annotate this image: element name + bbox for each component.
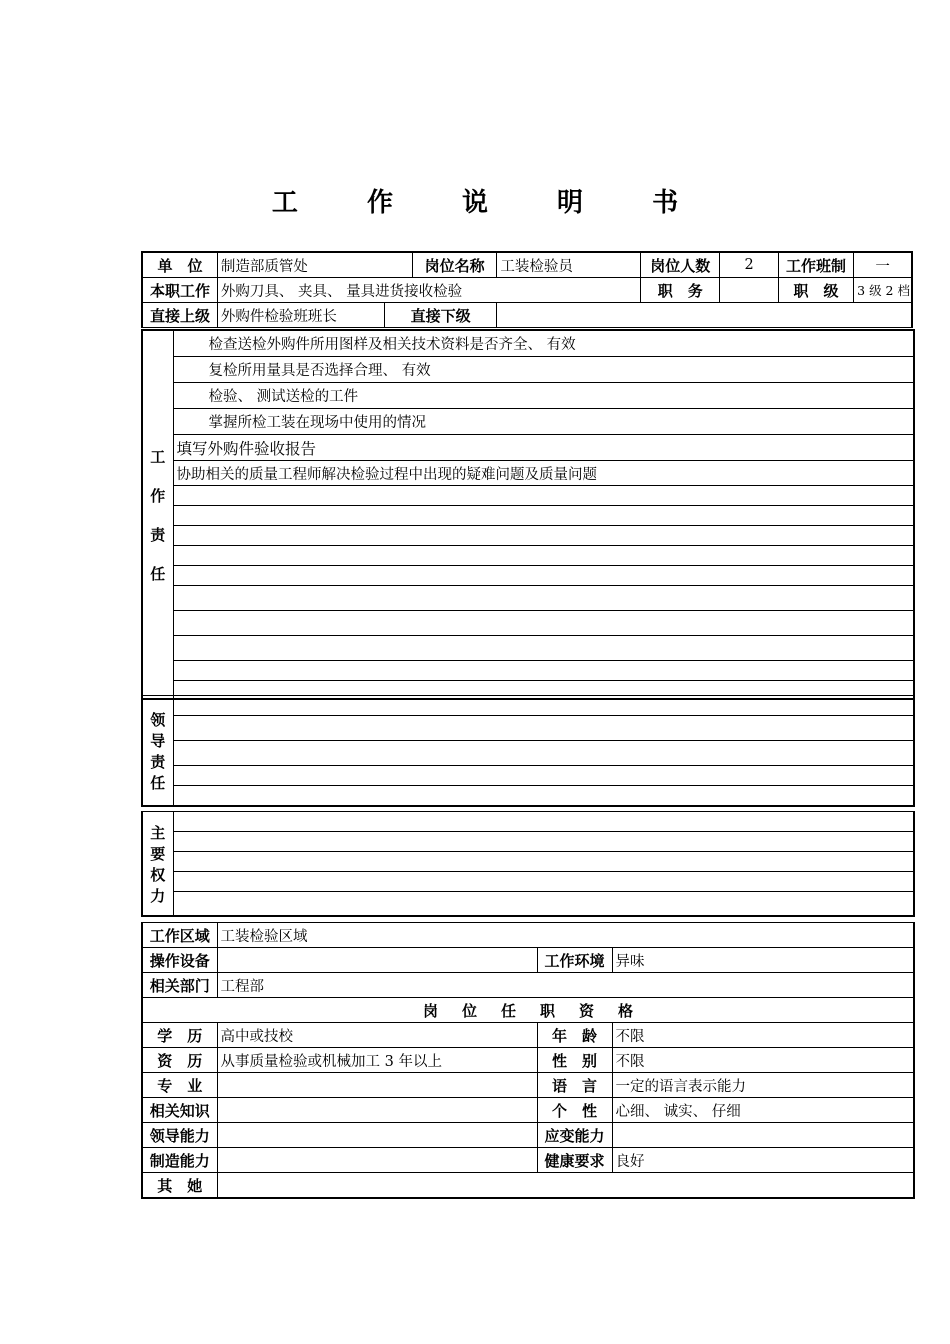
health-value: 良好: [612, 1148, 914, 1173]
lead-char-3: 责: [150, 752, 166, 771]
knowledge-value: [217, 1098, 537, 1123]
authority-table: [141, 811, 915, 917]
superior-row: [217, 303, 496, 328]
lead-char-4: 任: [150, 773, 166, 792]
manufacturing-label: 制造能力: [142, 1148, 217, 1173]
headcount-label: 岗位人数: [641, 252, 720, 278]
knowledge-label: 相关知识: [142, 1098, 217, 1123]
responsibility-item: 检查送检外购件所用图样及相关技术资料是否齐全、 有效: [173, 330, 914, 357]
document-title: 工 作 说 明 书: [271, 188, 709, 218]
education-label: 学 历: [142, 1023, 217, 1048]
blank-line: [173, 586, 914, 611]
gender-value: 不限: [612, 1048, 914, 1073]
responsibility-item: 填写外购件验收报告: [173, 435, 914, 461]
leadership-ability-value: [217, 1123, 537, 1148]
auth-char-3: 权: [150, 865, 166, 884]
blank-line: [173, 852, 914, 872]
blank-line: [173, 872, 914, 892]
unit-value: 制造部质管处: [217, 252, 412, 278]
lead-char-2: 导: [150, 731, 166, 750]
blank-line: [173, 696, 914, 716]
blank-line: [173, 812, 914, 832]
headcount-value: 2: [720, 252, 778, 278]
blank-line: [173, 506, 914, 526]
main-work-value: 外购刀具、 夹具、 量具进货接收检验: [217, 278, 640, 303]
blank-line: [173, 832, 914, 852]
responsibilities-label: [142, 330, 173, 699]
personality-value: 心细、 诚实、 仔细: [612, 1098, 914, 1123]
related-dept-label: 相关部门: [142, 973, 217, 998]
experience-value: 从事质量检验或机械加工 3 年以上: [217, 1048, 537, 1073]
superior-label: 直接上级: [142, 303, 217, 328]
resp-char-4: 任: [150, 564, 166, 583]
equipment-value: [217, 948, 537, 973]
blank-line: [173, 892, 914, 917]
language-value: 一定的语言表示能力: [612, 1073, 914, 1098]
adaptability-label: 应变能力: [537, 1123, 612, 1148]
adaptability-value: [612, 1123, 914, 1148]
subordinate-label: 直接下级: [410, 306, 471, 325]
superior-value: 外购件检验班班长: [218, 303, 385, 327]
other-value: [217, 1173, 914, 1199]
superior-inner: [218, 303, 496, 327]
work-env-value: 异味: [612, 948, 914, 973]
blank-line: [173, 566, 914, 586]
blank-line: [173, 786, 914, 807]
blank-line: [173, 611, 914, 636]
resp-char-1: 工: [150, 447, 166, 466]
shift-value: 一: [854, 252, 912, 278]
responsibility-item: 复检所用量具是否选择合理、 有效: [173, 357, 914, 383]
post-name-value: 工装检验员: [497, 252, 641, 278]
age-label: 年 龄: [537, 1023, 612, 1048]
major-value: [217, 1073, 537, 1098]
grade-value: 3 级 2 档: [854, 278, 912, 303]
leadership-label: [142, 696, 173, 807]
blank-line: [173, 716, 914, 741]
work-area-label: 工作区域: [142, 923, 217, 948]
education-value: 高中或技校: [217, 1023, 537, 1048]
auth-char-4: 力: [150, 886, 166, 905]
auth-char-1: 主: [150, 823, 166, 842]
personality-label: 个 性: [537, 1098, 612, 1123]
environment-qualifications-table: [141, 922, 915, 1199]
blank-line: [173, 661, 914, 681]
grade-label: 职 级: [778, 278, 853, 303]
duty-value: [720, 278, 778, 303]
blank-line: [173, 486, 914, 506]
health-label: 健康要求: [537, 1148, 612, 1173]
qualifications-caption: 岗位任职资格: [142, 998, 914, 1023]
other-label: 其 她: [142, 1173, 217, 1199]
work-area-value: 工装检验区域: [217, 923, 914, 948]
resp-char-2: 作: [150, 486, 166, 505]
related-dept-value: 工程部: [217, 973, 914, 998]
responsibility-item: 协助相关的质量工程师解决检验过程中出现的疑难问题及质量问题: [173, 461, 914, 486]
blank-line: [173, 546, 914, 566]
age-value: 不限: [612, 1023, 914, 1048]
authority-label: [142, 812, 173, 917]
responsibilities-table: [141, 329, 915, 700]
auth-char-2: 要: [150, 844, 166, 863]
shift-label: 工作班制: [778, 252, 853, 278]
equipment-label: 操作设备: [142, 948, 217, 973]
responsibility-item: 检验、 测试送检的工件: [173, 383, 914, 409]
major-label: 专 业: [142, 1073, 217, 1098]
blank-line: [173, 741, 914, 766]
leadership-table: [141, 695, 915, 807]
subordinate-value: [497, 303, 912, 328]
blank-line: [173, 526, 914, 546]
header-table: [141, 251, 913, 328]
leadership-ability-label: 领导能力: [142, 1123, 217, 1148]
resp-char-3: 责: [150, 525, 166, 544]
lead-char-1: 领: [150, 710, 166, 729]
responsibility-item: 掌握所检工装在现场中使用的情况: [173, 409, 914, 435]
duty-label: 职 务: [641, 278, 720, 303]
main-work-label: 本职工作: [142, 278, 217, 303]
manufacturing-value: [217, 1148, 537, 1173]
gender-label: 性 别: [537, 1048, 612, 1073]
experience-label: 资 历: [142, 1048, 217, 1073]
work-env-label: 工作环境: [537, 948, 612, 973]
language-label: 语 言: [537, 1073, 612, 1098]
blank-line: [173, 766, 914, 786]
unit-label: 单 位: [142, 252, 217, 278]
blank-line: [173, 636, 914, 661]
post-name-label: 岗位名称: [412, 252, 496, 278]
